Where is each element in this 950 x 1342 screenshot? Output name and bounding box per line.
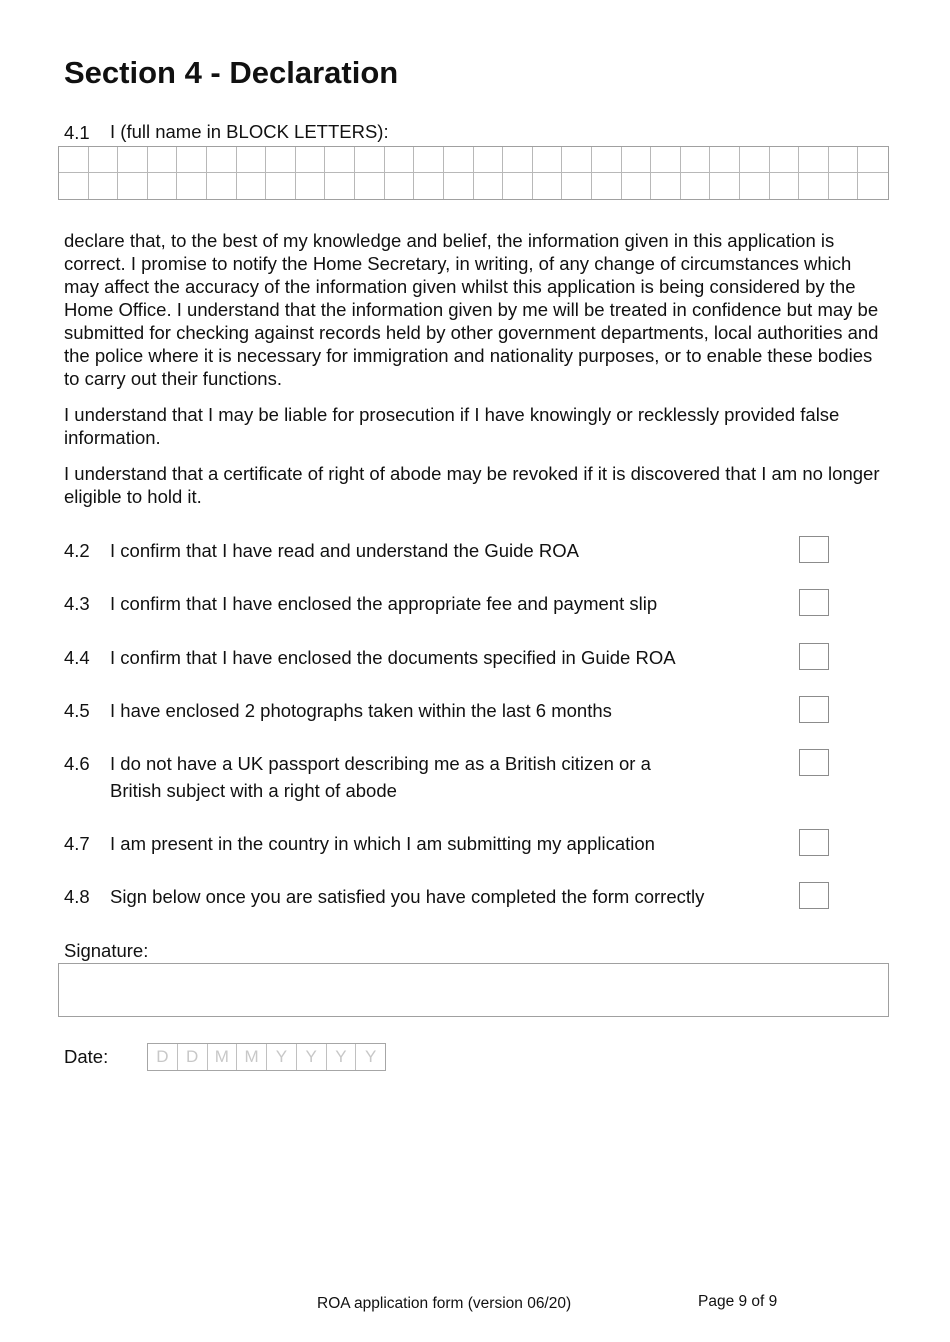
name-character-cell[interactable] xyxy=(799,173,829,199)
signature-box[interactable] xyxy=(58,963,889,1017)
name-character-cell[interactable] xyxy=(829,173,859,199)
name-character-cell[interactable] xyxy=(651,173,681,199)
name-character-cell[interactable] xyxy=(385,173,415,199)
date-year-cell[interactable]: Y xyxy=(267,1044,297,1070)
name-character-cell[interactable] xyxy=(474,173,504,199)
name-character-cell[interactable] xyxy=(207,147,237,173)
confirm-no-uk-passport-checkbox[interactable] xyxy=(799,749,829,776)
name-character-cell[interactable] xyxy=(118,147,148,173)
name-character-cell[interactable] xyxy=(622,173,652,199)
name-character-cell[interactable] xyxy=(770,173,800,199)
name-character-cell[interactable] xyxy=(385,147,415,173)
name-character-cell[interactable] xyxy=(414,173,444,199)
date-day-cell[interactable]: D xyxy=(178,1044,208,1070)
name-character-cell[interactable] xyxy=(296,147,326,173)
confirm-read-guide-checkbox[interactable] xyxy=(799,536,829,563)
name-character-cell[interactable] xyxy=(651,147,681,173)
name-character-cell[interactable] xyxy=(592,173,622,199)
confirm-form-complete-checkbox[interactable] xyxy=(799,882,829,909)
page-title: Section 4 - Declaration xyxy=(64,55,399,90)
name-character-cell[interactable] xyxy=(177,173,207,199)
name-character-cell[interactable] xyxy=(355,173,385,199)
name-character-cell[interactable] xyxy=(858,173,888,199)
name-character-cell[interactable] xyxy=(266,173,296,199)
name-character-cell[interactable] xyxy=(325,173,355,199)
confirm-documents-enclosed-text: I confirm that I have enclosed the documents specified in Guide ROA xyxy=(110,647,676,668)
name-character-cell[interactable] xyxy=(829,147,859,173)
name-character-cell[interactable] xyxy=(503,173,533,199)
date-year-cell[interactable]: Y xyxy=(327,1044,357,1070)
name-character-cell[interactable] xyxy=(355,147,385,173)
confirm-present-in-country-checkbox[interactable] xyxy=(799,829,829,856)
confirm-documents-enclosed-checkbox[interactable] xyxy=(799,643,829,670)
name-character-cell[interactable] xyxy=(118,173,148,199)
name-character-cell[interactable] xyxy=(177,147,207,173)
name-character-cell[interactable] xyxy=(710,147,740,173)
full-name-label: I (full name in BLOCK LETTERS): xyxy=(110,121,389,142)
date-month-cell[interactable]: M xyxy=(237,1044,267,1070)
name-character-cell[interactable] xyxy=(237,147,267,173)
name-character-cell[interactable] xyxy=(237,173,267,199)
name-character-cell[interactable] xyxy=(325,147,355,173)
name-character-cell[interactable] xyxy=(622,147,652,173)
name-character-cell[interactable] xyxy=(89,147,119,173)
question-number-4-4: 4.4 xyxy=(64,647,90,668)
confirm-fee-enclosed-text: I confirm that I have enclosed the appropriate fee and payment slip xyxy=(110,593,658,614)
name-character-cell[interactable] xyxy=(148,173,178,199)
name-character-cell[interactable] xyxy=(770,147,800,173)
date-input-grid[interactable] xyxy=(147,1043,386,1071)
name-character-cell[interactable] xyxy=(592,147,622,173)
confirm-fee-enclosed-checkbox[interactable] xyxy=(799,589,829,616)
question-number-4-7: 4.7 xyxy=(64,833,90,854)
name-character-cell[interactable] xyxy=(444,147,474,173)
name-character-cell[interactable] xyxy=(89,173,119,199)
confirm-photographs-checkbox[interactable] xyxy=(799,696,829,723)
question-number-4-2: 4.2 xyxy=(64,540,90,561)
name-character-cell[interactable] xyxy=(474,147,504,173)
name-character-cell[interactable] xyxy=(59,173,89,199)
question-number-4-3: 4.3 xyxy=(64,593,90,614)
name-character-cell[interactable] xyxy=(710,173,740,199)
date-day-cell[interactable]: D xyxy=(148,1044,178,1070)
question-number-4-8: 4.8 xyxy=(64,886,90,907)
name-character-cell[interactable] xyxy=(533,173,563,199)
full-name-character-grid[interactable] xyxy=(58,146,889,200)
confirm-read-guide-text: I confirm that I have read and understand the Guide ROA xyxy=(110,540,579,561)
question-number-4-1: 4.1 xyxy=(64,122,90,143)
confirm-photographs-text: I have enclosed 2 photographs taken within the last 6 months xyxy=(110,700,612,721)
footer-page-number: Page 9 of 9 xyxy=(698,1293,778,1310)
name-character-cell[interactable] xyxy=(681,173,711,199)
declaration-paragraph-2: I understand that I may be liable for prosecution if I have knowingly or recklessly provided false information. xyxy=(64,404,840,448)
date-year-cell[interactable]: Y xyxy=(364,1047,377,1066)
name-character-cell[interactable] xyxy=(562,147,592,173)
name-character-cell[interactable] xyxy=(148,147,178,173)
name-character-cell[interactable] xyxy=(740,173,770,199)
date-label: Date: xyxy=(64,1046,109,1067)
name-character-cell[interactable] xyxy=(266,147,296,173)
name-character-cell[interactable] xyxy=(296,173,326,199)
name-character-cell[interactable] xyxy=(533,147,563,173)
declaration-paragraph-1: declare that, to the best of my knowledge and belief, the information given in this application is correct. I promise to notify the Home Secretary, in writing, of any change of circumstances which may affect the accuracy of the information given whilst this application is being considered by the Home Office. I understand that the information given by me will be treated in confidence but may be submitted for checking against records held by other government departments, local authorities and the police where it is necessary for immigration and nationality purposes, or to enable these bodies to carry out their functions. xyxy=(64,230,879,389)
question-number-4-5: 4.5 xyxy=(64,700,90,721)
name-character-cell[interactable] xyxy=(799,147,829,173)
name-character-cell[interactable] xyxy=(207,173,237,199)
name-character-cell[interactable] xyxy=(858,147,888,173)
confirm-no-uk-passport-text: I do not have a UK passport describing me as a British citizen or a British subject with a right of abode xyxy=(110,753,651,801)
footer-form-name: ROA application form (version 06/20) xyxy=(317,1295,572,1312)
confirm-present-in-country-text: I am present in the country in which I am submitting my application xyxy=(110,833,655,854)
name-character-cell[interactable] xyxy=(562,173,592,199)
name-character-cell[interactable] xyxy=(740,147,770,173)
signature-label: Signature: xyxy=(64,940,149,961)
name-character-cell[interactable] xyxy=(681,147,711,173)
name-character-cell[interactable] xyxy=(59,147,89,173)
date-year-cell[interactable]: Y xyxy=(297,1044,327,1070)
name-character-cell[interactable] xyxy=(503,147,533,173)
date-month-cell[interactable]: M xyxy=(208,1044,238,1070)
name-character-cell[interactable] xyxy=(444,173,474,199)
name-character-cell[interactable] xyxy=(414,147,444,173)
declaration-paragraph-3: I understand that a certificate of right of abode may be revoked if it is discovered that I am no longer eligible to hold it. xyxy=(64,463,880,507)
question-number-4-6: 4.6 xyxy=(64,753,90,774)
confirm-form-complete-text: Sign below once you are satisfied you have completed the form correctly xyxy=(110,886,705,907)
